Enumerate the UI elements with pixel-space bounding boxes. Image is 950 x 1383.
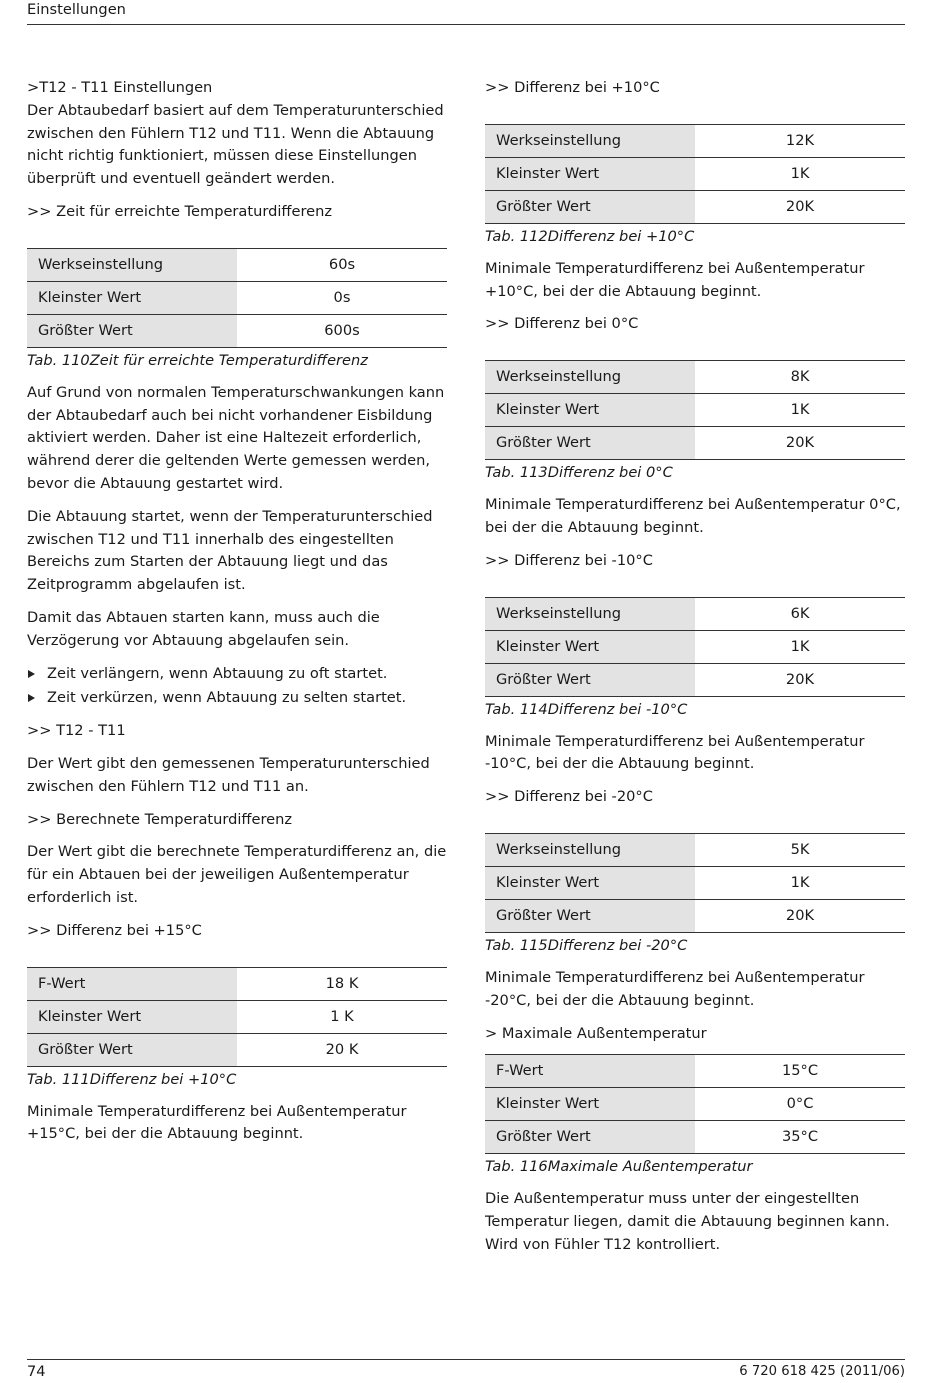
subheading-zeit: >> Zeit für erreichte Temperaturdifferenz <box>27 202 333 220</box>
table-caption-110: Tab. 110Zeit für erreichte Temperaturdifferenz <box>27 351 368 369</box>
table-caption-113: Tab. 113Differenz bei 0°C <box>485 464 673 482</box>
subheading-minus-10: >> Differenz bei -10°C <box>485 551 653 569</box>
table-row <box>27 281 447 314</box>
paragraph-0: Minimale Temperaturdifferenz bei Außentemperatur 0°C, bei der die Abtauung beginnt. <box>485 496 901 536</box>
table-row <box>27 1000 447 1033</box>
paragraph-15: Minimale Temperaturdifferenz bei Außentemperatur +15°C, bei der die Abtauung beginnt. <box>27 1102 407 1143</box>
subheading-max: > Maximale Außentemperatur <box>485 1024 707 1042</box>
settings-table-110 <box>27 248 447 348</box>
intro-paragraph: Der Abtaubedarf basiert auf dem Temperaturunterschied zwischen den Fühlern T12 und T11. Wenn die Abtauung nicht richtig funktioniert, müssen diese Einstellungen überprüft und eventuell geändert werden. <box>27 101 444 188</box>
paragraph-max: Die Außentemperatur muss unter der eingestellten Temperatur liegen, damit die Abtauung beginnen kann. Wird von Fühler T12 kontrolliert. <box>485 1190 890 1253</box>
table-row <box>27 314 447 347</box>
page-footer <box>27 1359 905 1380</box>
table-row <box>485 833 905 866</box>
row-label: Kleinster Wert <box>27 1000 237 1033</box>
subheading-10: >> Differenz bei +10°C <box>485 79 660 96</box>
row-label: Größter Wert <box>485 663 695 696</box>
table-caption-115: Tab. 115Differenz bei -20°C <box>485 936 688 954</box>
paragraph-startet: Die Abtauung startet, wenn der Temperaturunterschied zwischen T12 und T11 innerhalb des eingestellten Bereichs zum Starten der Abtauung liegt und das Zeitprogramm abgelaufen ist. <box>27 507 433 594</box>
paragraph-damit: Damit das Abtauen starten kann, muss auch die Verzögerung vor Abtauung abgelaufen sein. <box>27 608 380 649</box>
row-value: 1K <box>695 394 905 427</box>
row-value: 20K <box>695 899 905 932</box>
header-title: Einstellungen <box>27 1 126 18</box>
row-label: Größter Wert <box>27 314 237 347</box>
table-row <box>485 597 905 630</box>
row-value: 20K <box>695 190 905 223</box>
row-value: 1 K <box>237 1000 447 1033</box>
paragraph-berechnet: Der Wert gibt die berechnete Temperaturdifferenz an, die für ein Abtauen bei der jeweiligen Außentemperatur erforderlich ist. <box>27 843 447 906</box>
settings-table-115 <box>485 833 905 933</box>
page-number: 74 <box>27 1363 46 1380</box>
row-label: Größter Wert <box>485 899 695 932</box>
table-row <box>485 361 905 394</box>
list-item: Zeit verkürzen, wenn Abtauung zu selten startet. <box>27 687 447 710</box>
settings-table-111 <box>27 967 447 1067</box>
table-row <box>27 248 447 281</box>
row-label: F-Wert <box>27 967 237 1000</box>
table-row <box>485 427 905 460</box>
table-row <box>485 1121 905 1154</box>
paragraph-minus-10: Minimale Temperaturdifferenz bei Außentemperatur -10°C, bei der die Abtauung beginnt. <box>485 732 865 773</box>
table-row <box>485 394 905 427</box>
row-label: Werkseinstellung <box>485 124 695 157</box>
row-label: Kleinster Wert <box>485 394 695 427</box>
table-row <box>27 1033 447 1066</box>
row-value: 60s <box>237 248 447 281</box>
settings-table-112 <box>485 124 905 224</box>
table-caption-111: Tab. 111Differenz bei +10°C <box>27 1070 237 1088</box>
bullet-list <box>27 663 447 711</box>
table-row <box>485 1088 905 1121</box>
row-value: 35°C <box>695 1121 905 1154</box>
row-label: Werkseinstellung <box>485 361 695 394</box>
row-label: Kleinster Wert <box>485 630 695 663</box>
row-value: 1K <box>695 866 905 899</box>
right-column <box>485 77 905 1267</box>
row-value: 600s <box>237 314 447 347</box>
subheading-berechnet: >> Berechnete Temperaturdifferenz <box>27 810 293 828</box>
table-row <box>485 866 905 899</box>
table-row <box>485 157 905 190</box>
settings-table-114 <box>485 597 905 697</box>
table-row <box>485 630 905 663</box>
table-caption-112: Tab. 112Differenz bei +10°C <box>485 227 695 245</box>
page-header <box>27 0 905 25</box>
row-label: Kleinster Wert <box>485 866 695 899</box>
row-label: F-Wert <box>485 1055 695 1088</box>
row-value: 6K <box>695 597 905 630</box>
table-row <box>485 1055 905 1088</box>
table-row <box>485 124 905 157</box>
section-title: >T12 - T11 Einstellungen <box>27 79 213 96</box>
row-value: 12K <box>695 124 905 157</box>
subheading-0: >> Differenz bei 0°C <box>485 315 639 333</box>
table-caption-114: Tab. 114Differenz bei -10°C <box>485 700 688 718</box>
subheading-15: >> Differenz bei +15°C <box>27 921 202 939</box>
table-row <box>27 967 447 1000</box>
row-value: 18 K <box>237 967 447 1000</box>
row-label: Größter Wert <box>485 190 695 223</box>
settings-table-113 <box>485 360 905 460</box>
settings-table-116 <box>485 1054 905 1154</box>
row-value: 20K <box>695 663 905 696</box>
list-item: Zeit verlängern, wenn Abtauung zu oft startet. <box>27 663 447 686</box>
row-value: 15°C <box>695 1055 905 1088</box>
row-label: Werkseinstellung <box>485 597 695 630</box>
table-row <box>485 190 905 223</box>
row-label: Kleinster Wert <box>485 1088 695 1121</box>
table-caption-116: Tab. 116Maximale Außentemperatur <box>485 1158 753 1176</box>
subheading-minus-20: >> Differenz bei -20°C <box>485 788 653 806</box>
row-value: 20K <box>695 427 905 460</box>
row-value: 0°C <box>695 1088 905 1121</box>
paragraph-10: Minimale Temperaturdifferenz bei Außentemperatur +10°C, bei der die Abtauung beginnt. <box>485 259 865 300</box>
paragraph-minus-20: Minimale Temperaturdifferenz bei Außentemperatur -20°C, bei der die Abtauung beginnt. <box>485 968 865 1009</box>
row-label: Kleinster Wert <box>27 281 237 314</box>
row-value: 8K <box>695 361 905 394</box>
row-label: Größter Wert <box>485 1121 695 1154</box>
subheading-t12-t11: >> T12 - T11 <box>27 722 126 740</box>
row-label: Werkseinstellung <box>27 248 237 281</box>
row-value: 0s <box>237 281 447 314</box>
table-row <box>485 663 905 696</box>
paragraph-t12-t11: Der Wert gibt den gemessenen Temperaturunterschied zwischen den Fühlern T12 und T11 an. <box>27 754 430 795</box>
row-label: Größter Wert <box>27 1033 237 1066</box>
row-label: Werkseinstellung <box>485 833 695 866</box>
row-label: Kleinster Wert <box>485 157 695 190</box>
row-label: Größter Wert <box>485 427 695 460</box>
left-column <box>27 77 447 1156</box>
row-value: 1K <box>695 157 905 190</box>
row-value: 1K <box>695 630 905 663</box>
paragraph-grund: Auf Grund von normalen Temperaturschwankungen kann der Abtaubedarf auch bei nicht vorhandener Eisbildung aktiviert werden. Daher ist eine Haltezeit erforderlich, während derer die geltenden Werte gemessen werden, bevor die Abtauung gestartet wird. <box>27 383 445 492</box>
row-value: 20 K <box>237 1033 447 1066</box>
table-row <box>485 899 905 932</box>
row-value: 5K <box>695 833 905 866</box>
document-id: 6 720 618 425 (2011/06) <box>739 1364 905 1379</box>
